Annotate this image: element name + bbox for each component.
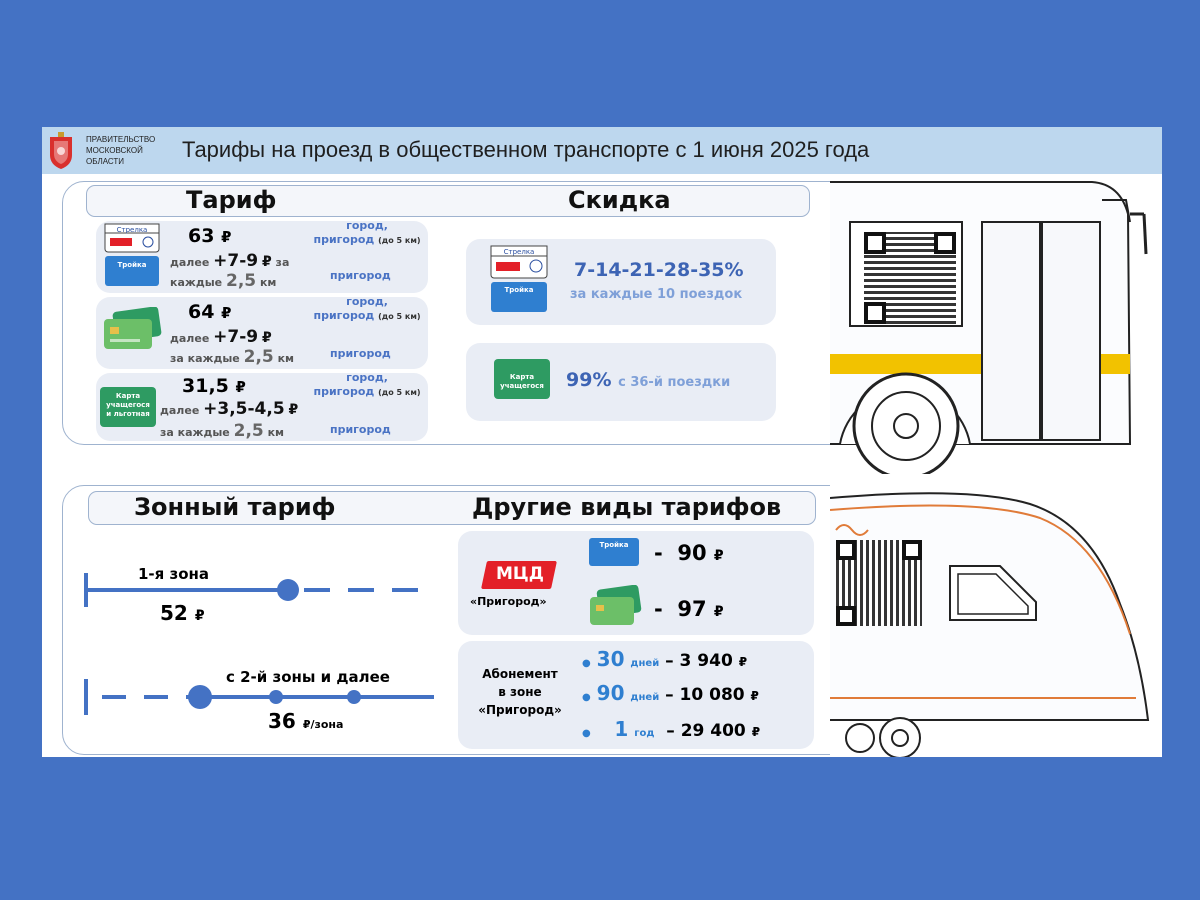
discount-card-student — [466, 343, 776, 421]
tariff-3-further: далее +3,5-4,5 ₽ — [160, 399, 299, 419]
qr-finder-top-left — [836, 540, 856, 560]
tariff-2-further: далее +7-9 ₽ — [170, 327, 272, 347]
discount-pct: 99% с 36-й поездки — [566, 369, 731, 391]
gov-line-1: ПРАВИТЕЛЬСТВО — [86, 135, 156, 144]
tariff-row-bank-card — [96, 297, 428, 369]
subscription-card — [458, 641, 814, 749]
zone1-price: 52 ₽ — [160, 601, 205, 625]
strelka-card-icon — [490, 245, 548, 279]
strelka-label: Стрелка — [503, 248, 535, 256]
gov-line-2: МОСКОВСКОЙ — [86, 146, 143, 155]
qr-finder-top-left — [864, 232, 886, 254]
header-band — [42, 127, 1162, 174]
tariff-1-base: 63 ₽ — [188, 225, 232, 247]
tariff-2-base: 64 ₽ — [188, 301, 232, 323]
mcd-card — [458, 531, 814, 635]
tariff-3-city: город, пригород (до 5 км) — [313, 371, 421, 398]
discount-steps: 7-14-21-28-35% — [574, 259, 744, 281]
discount-card-rides — [466, 239, 776, 325]
bus-illustration — [830, 174, 1162, 474]
tariff-2-city: город, пригород (до 5 км) — [313, 295, 421, 322]
bank-card-fare: - 97 ₽ — [654, 597, 724, 621]
tariff-1-further: далее +7-9 ₽ за — [170, 251, 290, 271]
qr-finder-top-right — [934, 232, 956, 254]
strelka-label: Стрелка — [116, 226, 148, 234]
tariff-row-student — [96, 373, 428, 441]
troika-card-icon — [104, 255, 160, 287]
gov-line-3: ОБЛАСТИ — [86, 157, 125, 166]
tariff-2-each: за каждые 2,5 км — [170, 347, 295, 367]
bank-card-icon — [586, 585, 642, 627]
vehicle-images — [830, 174, 1162, 757]
discount-heading: Скидка — [568, 186, 671, 214]
tariff-1-each: каждые 2,5 км — [170, 271, 277, 291]
troika-card-icon — [490, 281, 548, 313]
troika-fare: - 90 ₽ — [654, 541, 724, 565]
zone2-label: с 2-й зоны и далее — [226, 668, 390, 686]
mcd-label: «Пригород» — [470, 595, 547, 608]
troika-label: Тройка — [504, 286, 534, 294]
subscription-label: Абонемент в зоне «Пригород» — [478, 667, 562, 717]
tariff-1-city: город, пригород (до 5 км) — [313, 219, 421, 246]
tariff-3-suburb: пригород — [330, 423, 391, 436]
tariff-heading: Тариф — [186, 186, 277, 214]
zone1-label: 1-я зона — [138, 565, 210, 583]
bank-card-icon — [100, 307, 164, 351]
qr-finder-top-right — [902, 540, 922, 560]
tariff-row-strelka-troika — [96, 221, 428, 293]
zone1-line — [82, 569, 442, 609]
student-card-icon: Карта учащегося — [494, 359, 550, 399]
zone2-price: 36 ₽/зона — [268, 709, 344, 733]
tariff-3-base: 31,5 ₽ — [182, 375, 246, 397]
subscription-90: ● 90 дней – 10 080 ₽ — [582, 681, 759, 705]
student-card-icon: Карта учащегося и льготная — [100, 387, 156, 427]
tariff-3-each: за каждые 2,5 км — [160, 421, 285, 441]
troika-label: Тройка — [117, 261, 147, 269]
zone-heading: Зонный тариф — [134, 493, 336, 521]
tariff-1-suburb: пригород — [330, 269, 391, 282]
subscription-30: ● 30 дней – 3 940 ₽ — [582, 647, 748, 671]
qr-finder-bottom-left — [864, 302, 886, 324]
troika-label: Тройка — [599, 541, 629, 549]
tariff-2-suburb: пригород — [330, 347, 391, 360]
gov-name — [86, 134, 155, 167]
strelka-card-icon — [104, 223, 160, 253]
page-title: Тарифы на проезд в общественном транспорте с 1 июня 2025 года — [182, 137, 870, 162]
qr-finder-bottom-left — [836, 606, 856, 626]
troika-card-icon — [588, 537, 640, 567]
discount-per-rides: за каждые 10 поездок — [570, 287, 743, 302]
coat-of-arms-icon — [46, 131, 76, 171]
subscription-year: ● 1 год – 29 400 ₽ — [582, 717, 761, 741]
other-heading: Другие виды тарифов — [472, 493, 782, 521]
mcd-logo-text: МЦД — [496, 564, 544, 584]
infographic — [42, 127, 1162, 757]
